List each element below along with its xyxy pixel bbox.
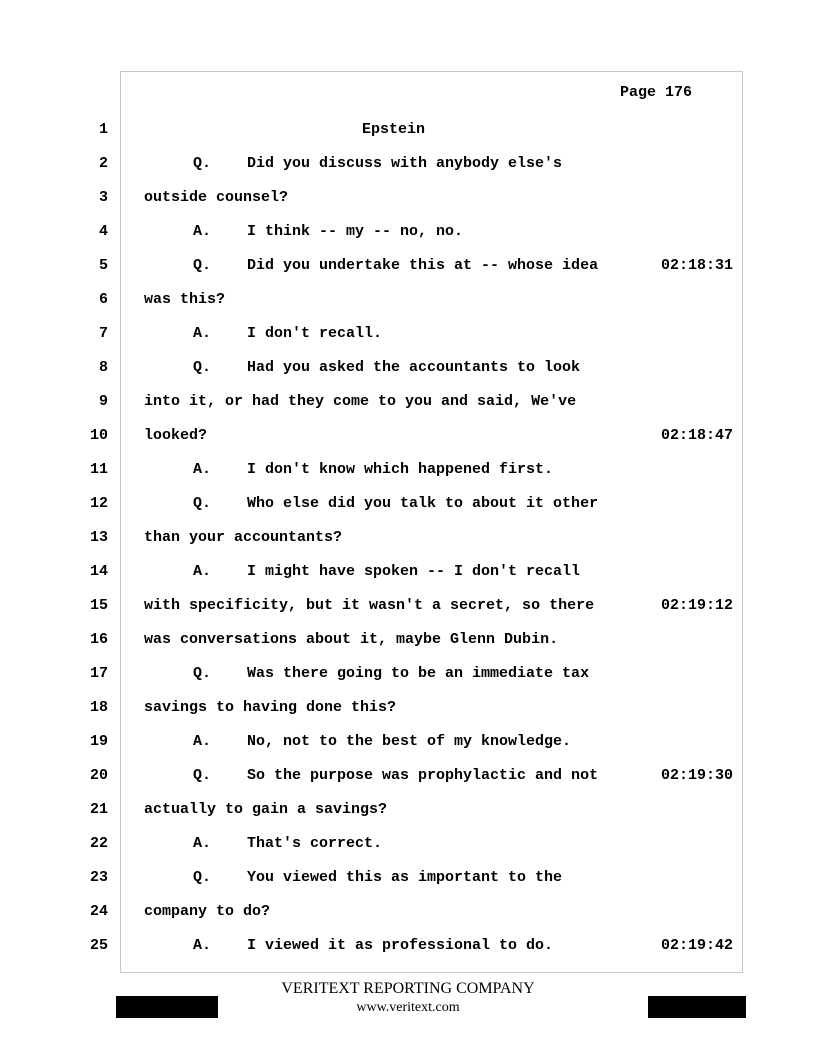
line-text: than your accountants? bbox=[144, 529, 343, 546]
transcript-line bbox=[0, 325, 816, 345]
transcript-line bbox=[0, 801, 816, 821]
line-text: A. I don't recall. bbox=[193, 325, 383, 342]
transcript-line bbox=[0, 835, 816, 855]
transcript-line bbox=[0, 461, 816, 481]
transcript-line bbox=[0, 257, 816, 277]
line-number: 7 bbox=[98, 325, 108, 342]
line-number: 13 bbox=[89, 529, 108, 546]
footer-url: www.veritext.com bbox=[356, 1000, 460, 1015]
transcript-line bbox=[0, 597, 816, 617]
line-text: company to do? bbox=[144, 903, 271, 920]
line-number: 9 bbox=[98, 393, 108, 410]
transcript-line bbox=[0, 495, 816, 515]
transcript-line bbox=[0, 359, 816, 379]
transcript-line bbox=[0, 291, 816, 311]
line-text: A. I think -- my -- no, no. bbox=[193, 223, 464, 240]
line-text: Q. Was there going to be an immediate tax bbox=[193, 665, 590, 682]
transcript-line bbox=[0, 121, 816, 141]
line-text: Epstein bbox=[362, 121, 426, 138]
footer-company-name: VERITEXT REPORTING COMPANY bbox=[281, 980, 535, 997]
line-text: actually to gain a savings? bbox=[144, 801, 388, 818]
transcript-line bbox=[0, 903, 816, 923]
line-text: looked? bbox=[144, 427, 208, 444]
line-text: Q. Did you undertake this at -- whose idea bbox=[193, 257, 599, 274]
line-timestamp: 02:19:42 bbox=[661, 937, 734, 954]
line-number: 18 bbox=[89, 699, 108, 716]
line-number: 1 bbox=[98, 121, 108, 138]
line-text: Q. You viewed this as important to the bbox=[193, 869, 563, 886]
line-number: 19 bbox=[89, 733, 108, 750]
transcript-line bbox=[0, 155, 816, 175]
transcript-line bbox=[0, 733, 816, 753]
line-timestamp: 02:18:31 bbox=[661, 257, 734, 274]
line-text: Q. Did you discuss with anybody else's bbox=[193, 155, 563, 172]
line-text: outside counsel? bbox=[144, 189, 289, 206]
page-number: Page 176 bbox=[620, 84, 693, 101]
line-number: 23 bbox=[89, 869, 108, 886]
line-text: savings to having done this? bbox=[144, 699, 397, 716]
line-text: Q. Had you asked the accountants to look bbox=[193, 359, 581, 376]
line-number: 12 bbox=[89, 495, 108, 512]
line-number: 5 bbox=[98, 257, 108, 274]
line-text: was this? bbox=[144, 291, 226, 308]
line-number: 8 bbox=[98, 359, 108, 376]
line-number: 14 bbox=[89, 563, 108, 580]
line-text: with specificity, but it wasn't a secret, so there bbox=[144, 597, 595, 614]
line-number: 11 bbox=[89, 461, 108, 478]
line-number: 2 bbox=[98, 155, 108, 172]
line-text: A. I might have spoken -- I don't recall bbox=[193, 563, 581, 580]
transcript-line bbox=[0, 767, 816, 787]
line-timestamp: 02:19:12 bbox=[661, 597, 734, 614]
line-number: 21 bbox=[89, 801, 108, 818]
line-number: 6 bbox=[98, 291, 108, 308]
line-number: 24 bbox=[89, 903, 108, 920]
line-text: A. No, not to the best of my knowledge. bbox=[193, 733, 572, 750]
transcript-line bbox=[0, 665, 816, 685]
line-text: Q. Who else did you talk to about it other bbox=[193, 495, 599, 512]
line-number: 3 bbox=[98, 189, 108, 206]
line-number: 15 bbox=[89, 597, 108, 614]
line-timestamp: 02:19:30 bbox=[661, 767, 734, 784]
line-timestamp: 02:18:47 bbox=[661, 427, 734, 444]
transcript-line bbox=[0, 189, 816, 209]
transcript-line bbox=[0, 393, 816, 413]
line-text: into it, or had they come to you and said, We've bbox=[144, 393, 577, 410]
transcript-line bbox=[0, 937, 816, 957]
transcript-line bbox=[0, 427, 816, 447]
line-number: 16 bbox=[89, 631, 108, 648]
transcript-line bbox=[0, 223, 816, 243]
line-text: A. I don't know which happened first. bbox=[193, 461, 554, 478]
transcript-line bbox=[0, 869, 816, 889]
line-number: 4 bbox=[98, 223, 108, 240]
line-number: 25 bbox=[89, 937, 108, 954]
line-text: A. I viewed it as professional to do. bbox=[193, 937, 554, 954]
transcript-line bbox=[0, 699, 816, 719]
transcript-line bbox=[0, 563, 816, 583]
line-number: 22 bbox=[89, 835, 108, 852]
line-number: 10 bbox=[89, 427, 108, 444]
transcript-line bbox=[0, 529, 816, 549]
line-number: 20 bbox=[89, 767, 108, 784]
transcript-line bbox=[0, 631, 816, 651]
line-text: was conversations about it, maybe Glenn Dubin. bbox=[144, 631, 559, 648]
redaction-bar-left bbox=[116, 996, 218, 1018]
redaction-bar-right bbox=[648, 996, 746, 1018]
line-text: A. That's correct. bbox=[193, 835, 383, 852]
line-text: Q. So the purpose was prophylactic and not bbox=[193, 767, 599, 784]
line-number: 17 bbox=[89, 665, 108, 682]
